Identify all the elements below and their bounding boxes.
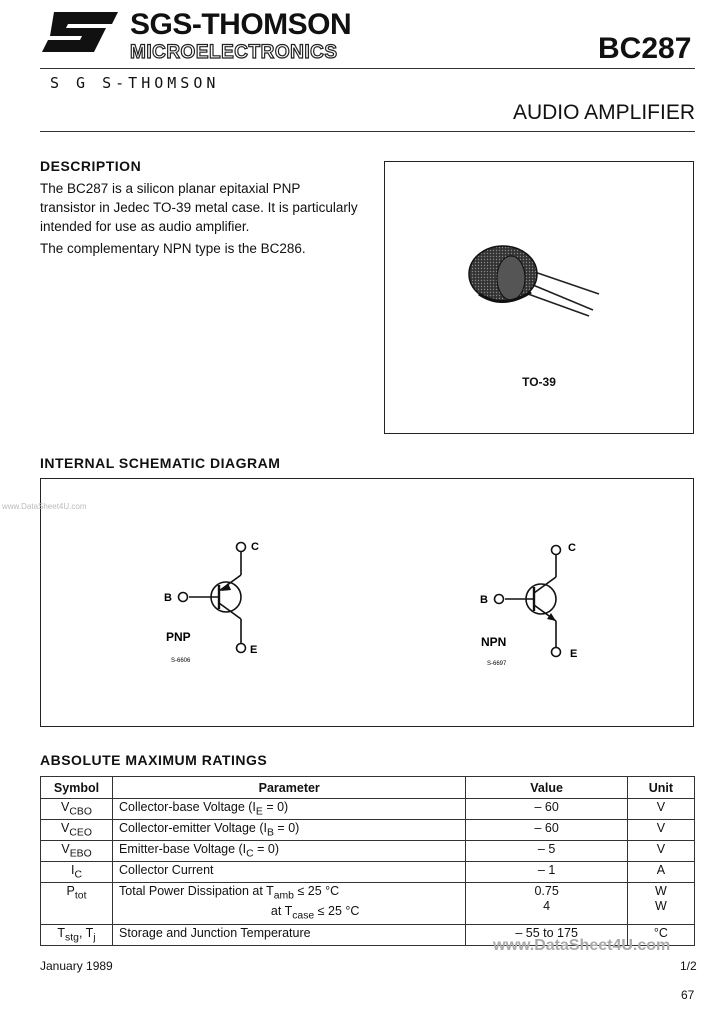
description-paragraph: The BC287 is a silicon planar epitaxial PNP transistor in Jedec TO-39 metal case. It is particularly intended for use as audio amplifier.: [40, 181, 358, 234]
parameter: Total Power Dissipation at T: [119, 884, 274, 898]
parameter-condition: = 0): [262, 800, 289, 814]
symbol-subscript: EBO: [69, 848, 92, 860]
unit-cell: A: [627, 862, 694, 883]
pnp-collector-label: C: [251, 541, 259, 553]
st-logo: [40, 10, 120, 54]
unit-cell: V: [627, 820, 694, 841]
package-figure: [384, 161, 694, 434]
unit-cell: V: [627, 799, 694, 820]
symbol-subscript: j: [93, 932, 96, 944]
parameter-cell: [113, 820, 466, 841]
parameter-cell: [113, 841, 466, 862]
npn-drawing-code: S-6697: [487, 661, 507, 667]
part-number: BC287: [598, 32, 692, 65]
parameter: Collector-emitter Voltage (I: [119, 821, 267, 835]
symbol-cell: [41, 820, 113, 841]
unit-cell: V: [627, 841, 694, 862]
footer-date: January 1989: [40, 959, 113, 973]
pnp-drawing-code: S-6606: [171, 658, 191, 664]
value-line: 4: [543, 899, 551, 913]
npn-emitter-label: E: [570, 648, 578, 660]
parameter-subscript: E: [255, 806, 263, 818]
header-divider-right: [380, 68, 695, 69]
header-value: Value: [466, 777, 627, 799]
npn-base-label: B: [480, 594, 488, 606]
unit-line: W: [655, 899, 667, 913]
parameter-subscript: C: [246, 848, 254, 860]
npn-type-label: NPN: [481, 635, 507, 649]
symbol-cell: [41, 883, 113, 925]
table-row: [41, 841, 695, 862]
symbol-subscript: C: [74, 869, 82, 881]
unit-cell: [627, 883, 694, 925]
unit-line: W: [655, 884, 667, 898]
ratings-table: [40, 776, 695, 946]
symbol-cell: [41, 799, 113, 820]
typed-stamp: S G S-THOMSON: [50, 74, 220, 92]
header-symbol: Symbol: [41, 777, 113, 799]
table-row: [41, 820, 695, 841]
parameter-line: [119, 904, 459, 924]
symbol: , T: [78, 926, 94, 940]
header-divider: [40, 68, 380, 69]
unit-cell: °C: [627, 925, 694, 946]
value-cell: – 1: [466, 862, 627, 883]
description-paragraph: The complementary NPN type is the BC286.: [40, 241, 306, 256]
parameter-subscript: amb: [273, 890, 294, 902]
pnp-type-label: PNP: [166, 630, 191, 644]
symbol: T: [57, 926, 66, 940]
side-watermark: www.DataSheet4U.com: [2, 502, 87, 511]
description-heading: DESCRIPTION: [40, 158, 142, 174]
value-cell: – 60: [466, 820, 627, 841]
document-title: AUDIO AMPLIFIER: [512, 101, 695, 124]
parameter-condition: = 0): [273, 821, 300, 835]
symbol: I: [71, 863, 75, 877]
npn-collector-label: C: [568, 542, 576, 554]
description-body: [40, 179, 358, 261]
symbol-cell: [41, 862, 113, 883]
symbol: V: [61, 842, 70, 856]
division-name: MICROELECTRONICS: [130, 42, 338, 63]
schematic-drawing: [41, 479, 695, 728]
table-row: [41, 862, 695, 883]
table-row: [41, 883, 695, 925]
symbol-subscript: CEO: [69, 827, 92, 839]
schematic-heading: INTERNAL SCHEMATIC DIAGRAM: [40, 455, 281, 471]
package-label: TO-39: [522, 375, 556, 389]
parameter: Collector-base Voltage (I: [119, 800, 256, 814]
title-divider: [40, 131, 695, 132]
parameter: at T: [270, 903, 293, 918]
parameter: Emitter-base Voltage (I: [119, 842, 247, 856]
value-cell: – 55 to 175: [466, 925, 627, 946]
parameter-condition: = 0): [253, 842, 280, 856]
parameter-subscript: B: [267, 827, 274, 839]
parameter-line: [119, 884, 459, 904]
symbol-cell: [41, 841, 113, 862]
symbol-subscript: CBO: [69, 806, 92, 818]
symbol: P: [66, 884, 75, 898]
table-row: [41, 799, 695, 820]
header-parameter: Parameter: [113, 777, 466, 799]
page-number: 67: [681, 988, 695, 1002]
footer-page-indicator: 1/2: [680, 959, 697, 973]
ratings-heading: ABSOLUTE MAXIMUM RATINGS: [40, 752, 268, 768]
value-cell: [466, 883, 627, 925]
symbol-subscript: stg: [65, 932, 79, 944]
value-line: 0.75: [534, 884, 559, 898]
value-cell: – 60: [466, 799, 627, 820]
parameter-cell: [113, 883, 466, 925]
parameter-cell: Collector Current: [113, 862, 466, 883]
pnp-base-label: B: [164, 592, 172, 604]
bottom-watermark: www.DataSheet4U.com: [493, 937, 671, 954]
symbol: V: [61, 821, 70, 835]
parameter-cell: [113, 799, 466, 820]
symbol-subscript: tot: [74, 890, 87, 902]
header-unit: Unit: [627, 777, 694, 799]
table-header-row: [41, 777, 695, 799]
symbol: V: [61, 800, 70, 814]
value-cell: – 5: [466, 841, 627, 862]
company-name: SGS-THOMSON: [130, 8, 352, 41]
parameter-condition: ≤ 25 °C: [314, 903, 360, 918]
parameter-subscript: case: [292, 910, 315, 921]
to39-package-image: [465, 234, 605, 324]
schematic-diagram: [40, 478, 694, 727]
parameter-cell: Storage and Junction Temperature: [113, 925, 466, 946]
pnp-emitter-label: E: [250, 644, 258, 656]
symbol-cell: [41, 925, 113, 946]
parameter-condition: ≤ 25 °C: [293, 884, 340, 898]
